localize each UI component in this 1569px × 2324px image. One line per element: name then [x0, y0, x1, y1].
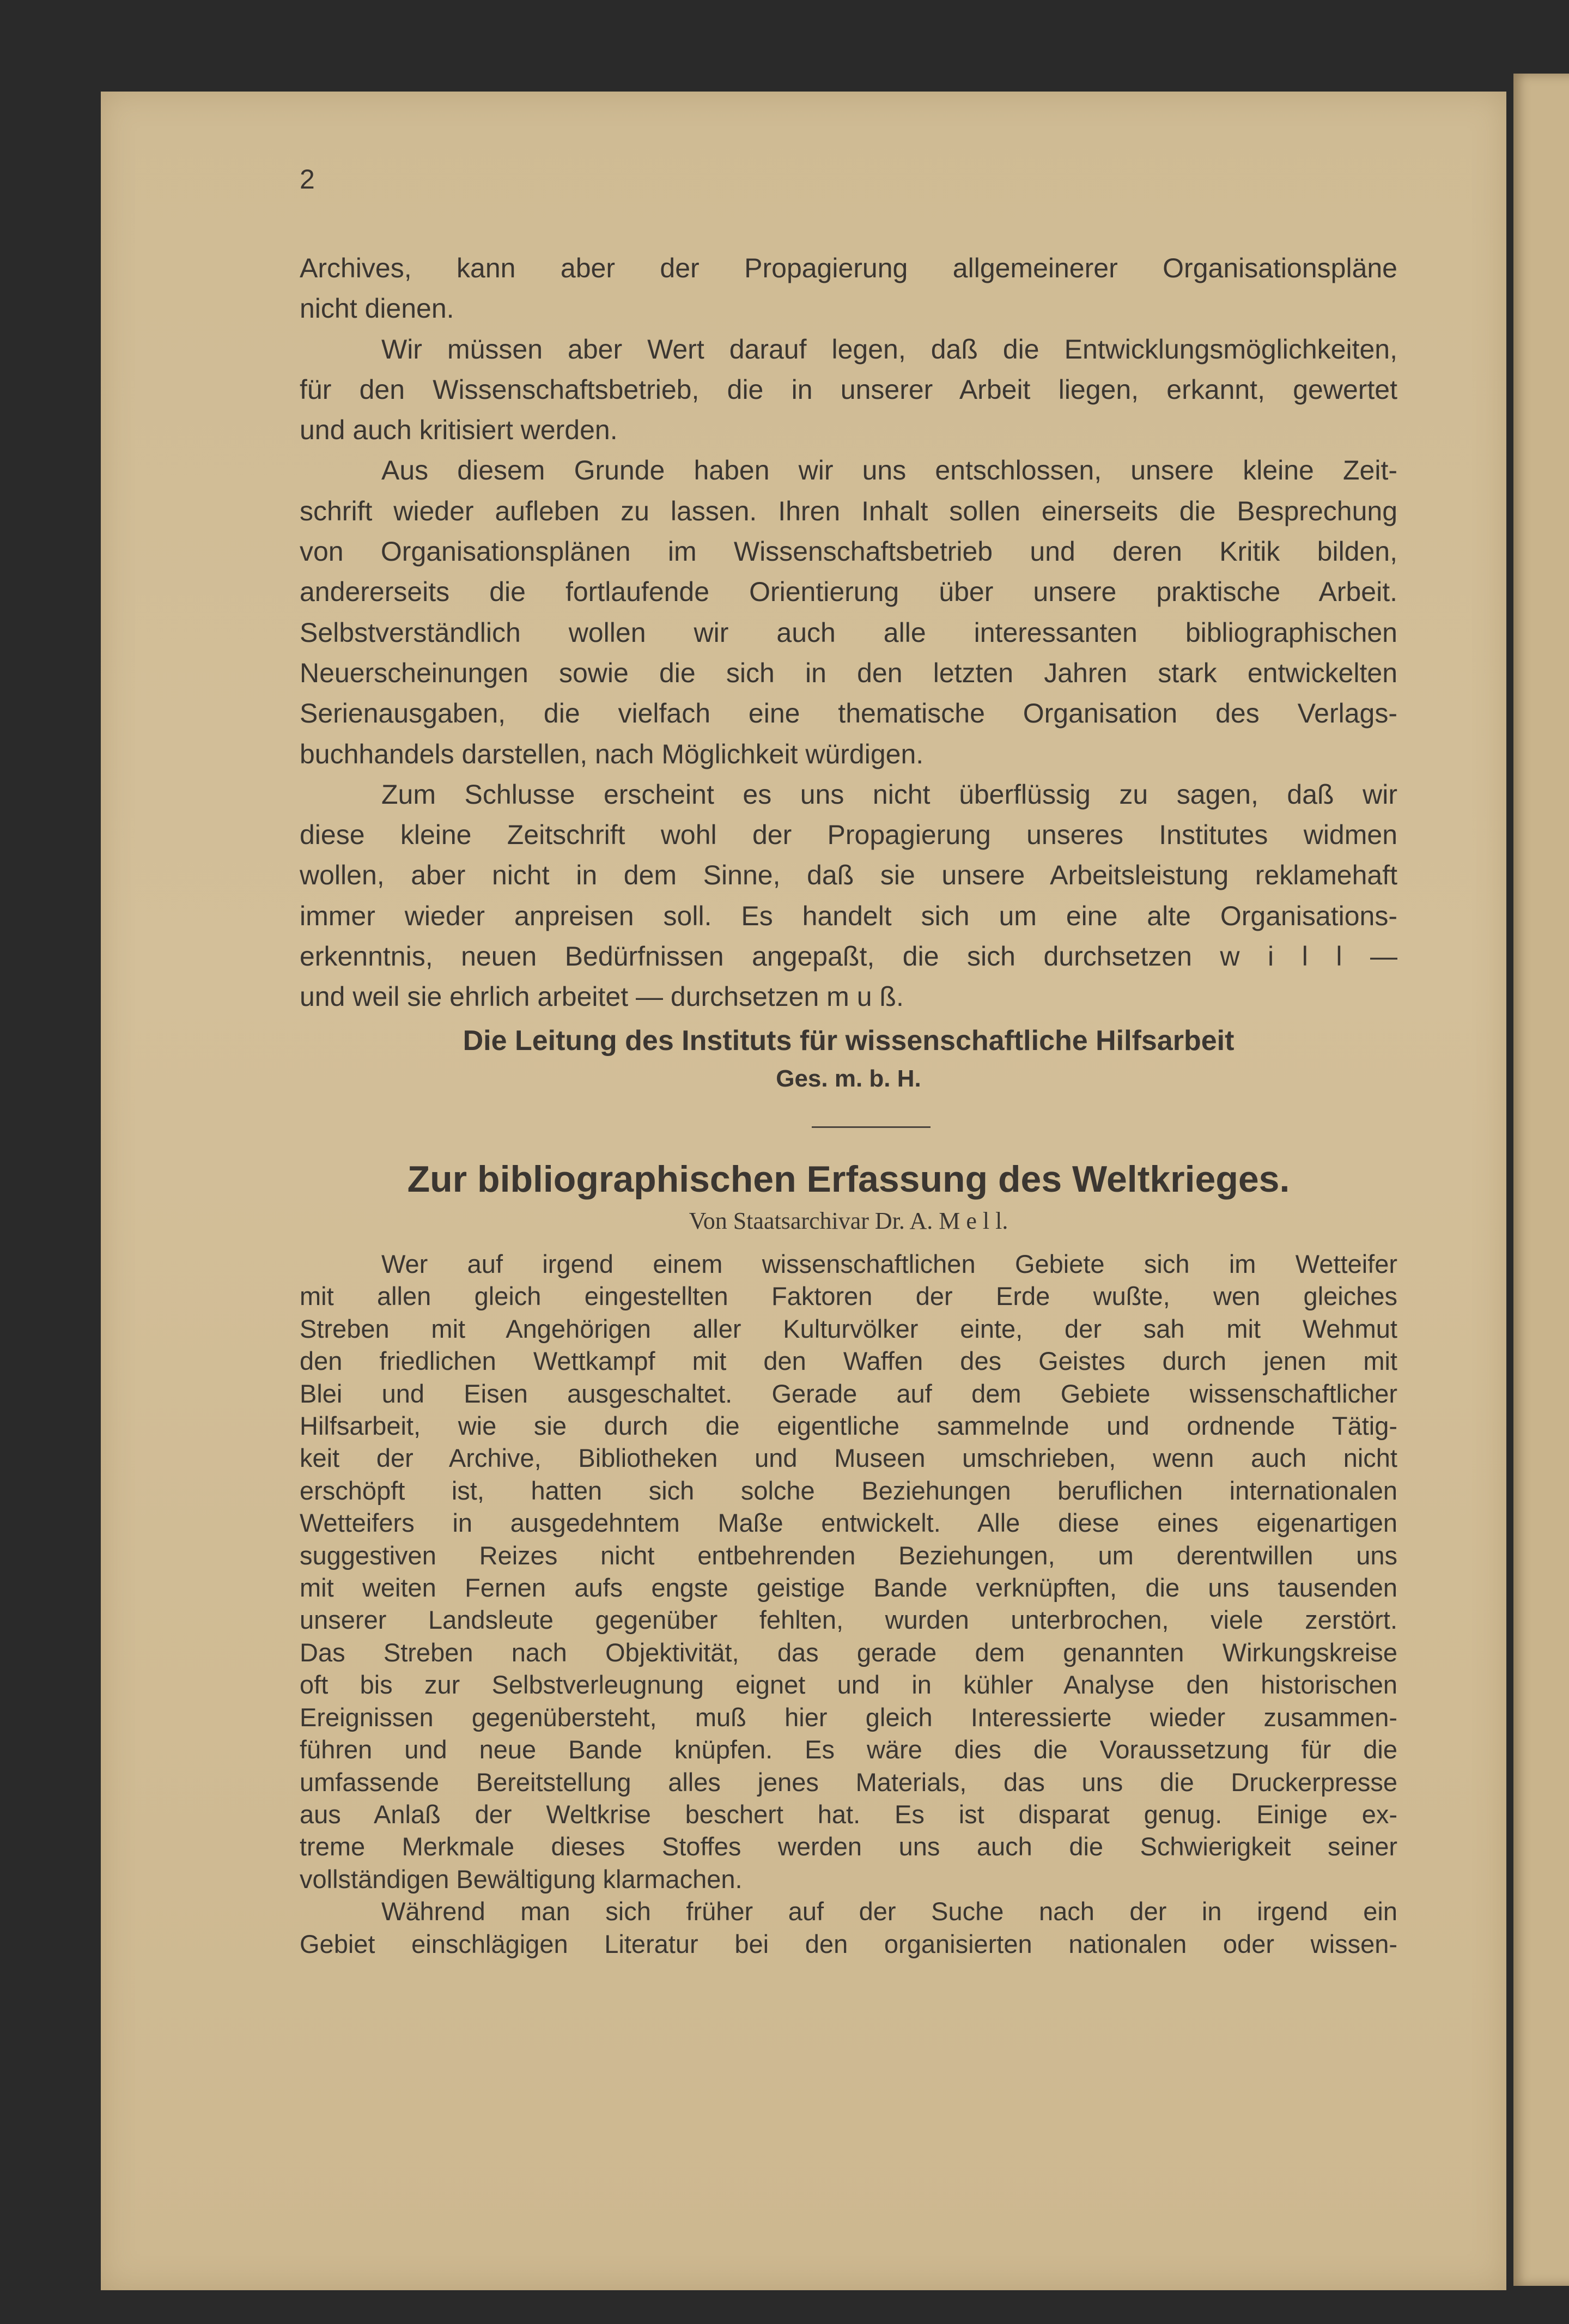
text-line: Archives, kann aber der Propagierung allgemeinerer Organisationspläne	[300, 253, 1397, 283]
text-line: Hilfsarbeit, wie sie durch die eigentliche sammelnde und ordnende Tätig-	[300, 1411, 1397, 1441]
article-body	[300, 1248, 1397, 1960]
text-line: umfassende Bereitstellung alles jenes Materials, das uns die Druckerpresse	[300, 1767, 1397, 1797]
text-line: treme Merkmale dieses Stoffes werden uns auch die Schwierigkeit seiner	[300, 1832, 1397, 1861]
section-divider	[812, 1126, 931, 1128]
text-line: diese kleine Zeitschrift wohl der Propagierung unseres Institutes widmen	[300, 820, 1397, 851]
text-line: Während man sich früher auf der Suche nach der in irgend ein	[381, 1897, 1397, 1926]
text-line: immer wieder anpreisen soll. Es handelt sich um eine alte Organisations-	[300, 900, 1397, 931]
text-line: Serienausgaben, die vielfach eine thematische Organisation des Verlags-	[300, 698, 1397, 729]
text-line: mit allen gleich eingestellten Faktoren der Erde wußte, wen gleiches	[300, 1282, 1397, 1311]
paragraph	[300, 248, 1397, 329]
text-line: Zum Schlusse erscheint es uns nicht überflüssig zu sagen, daß wir	[381, 779, 1397, 810]
text-line: den friedlichen Wettkampf mit den Waffen des Geistes durch jenen mit	[300, 1346, 1397, 1376]
text-line: Ereignissen gegenübersteht, muß hier gleich Interessierte wieder zusammen-	[300, 1702, 1397, 1732]
paragraph	[300, 1248, 1397, 1895]
text-line: und auch kritisiert werden.	[300, 415, 618, 446]
text-line: andererseits die fortlaufende Orientierung über unsere praktische Arbeit.	[300, 577, 1397, 608]
text-line: schrift wieder aufleben zu lassen. Ihren Inhalt sollen einerseits die Besprechung	[300, 495, 1397, 526]
text-line: Wer auf irgend einem wissenschaftlichen Gebiete sich im Wetteifer	[381, 1249, 1397, 1278]
text-line: Aus diesem Grunde haben wir uns entschlossen, unsere kleine Zeit-	[381, 455, 1397, 486]
text-line: Neuerscheinungen sowie die sich in den letzten Jahren stark entwickelten	[300, 657, 1397, 688]
paragraph	[300, 774, 1397, 1017]
text-line: Gebiet einschlägigen Literatur bei den organisierten nationalen oder wissen-	[300, 1929, 1397, 1958]
intro-text	[300, 248, 1397, 1017]
text-line: keit der Archive, Bibliotheken und Museen umschrieben, wenn auch nicht	[300, 1443, 1397, 1473]
text-line: aus Anlaß der Weltkrise beschert hat. Es ist disparat genug. Einige ex-	[300, 1799, 1397, 1829]
signature-company: Ges. m. b. H.	[776, 1065, 921, 1092]
text-line: und weil sie ehrlich arbeitet — durchsetzen m u ß.	[300, 981, 904, 1012]
text-line: erschöpft ist, hatten sich solche Beziehungen beruflichen internationalen	[300, 1476, 1397, 1505]
text-line: erkenntnis, neuen Bedürfnissen angepaßt, die sich durchsetzen w i l l —	[300, 941, 1397, 972]
text-line: wollen, aber nicht in dem Sinne, daß sie unsere Arbeitsleistung reklamehaft	[300, 860, 1397, 891]
text-line: mit weiten Fernen aufs engste geistige Bande verknüpften, die uns tausenden	[300, 1573, 1397, 1603]
page-number: 2	[300, 164, 315, 195]
text-line: suggestiven Reizes nicht entbehrenden Beziehungen, um derentwillen uns	[300, 1540, 1397, 1570]
paragraph	[300, 329, 1397, 451]
text-line: Streben mit Angehörigen aller Kulturvölker einte, der sah mit Wehmut	[300, 1314, 1397, 1343]
text-line: nicht dienen.	[300, 293, 454, 324]
paragraph	[300, 1895, 1397, 1960]
text-line: Wetteifers in ausgedehntem Maße entwickelt. Alle diese eines eigenartigen	[300, 1508, 1397, 1538]
text-line: Wir müssen aber Wert darauf legen, daß die Entwicklungsmöglichkeiten,	[381, 333, 1397, 365]
text-line: führen und neue Bande knüpfen. Es wäre dies die Voraussetzung für die	[300, 1735, 1397, 1764]
text-line: für den Wissenschaftsbetrieb, die in unserer Arbeit liegen, erkannt, gewertet	[300, 374, 1397, 405]
article-byline: Von Staatsarchivar Dr. A. M e l l.	[689, 1207, 1008, 1234]
text-line: unserer Landsleute gegenüber fehlten, wurden unterbrochen, viele zerstört.	[300, 1605, 1397, 1635]
text-line: buchhandels darstellen, nach Möglichkeit würdigen.	[300, 738, 924, 769]
text-line: Das Streben nach Objektivität, das gerade dem genannten Wirkungskreise	[300, 1637, 1397, 1667]
text-line: Blei und Eisen ausgeschaltet. Gerade auf dem Gebiete wissenschaftlicher	[300, 1379, 1397, 1408]
article-title: Zur bibliographischen Erfassung des Weltkrieges.	[407, 1158, 1290, 1200]
text-line: oft bis zur Selbstverleugnung eignet und in kühler Analyse den historischen	[300, 1670, 1397, 1700]
text-line: von Organisationsplänen im Wissenschaftsbetrieb und deren Kritik bilden,	[300, 536, 1397, 567]
text-line: Selbstverständlich wollen wir auch alle interessanten bibliographischen	[300, 617, 1397, 648]
signature-line: Die Leitung des Instituts für wissenschaftliche Hilfsarbeit	[463, 1025, 1234, 1057]
adjacent-page-edge	[1513, 74, 1569, 2286]
text-line: vollständigen Bewältigung klarmachen.	[300, 1864, 743, 1894]
paragraph	[300, 450, 1397, 774]
